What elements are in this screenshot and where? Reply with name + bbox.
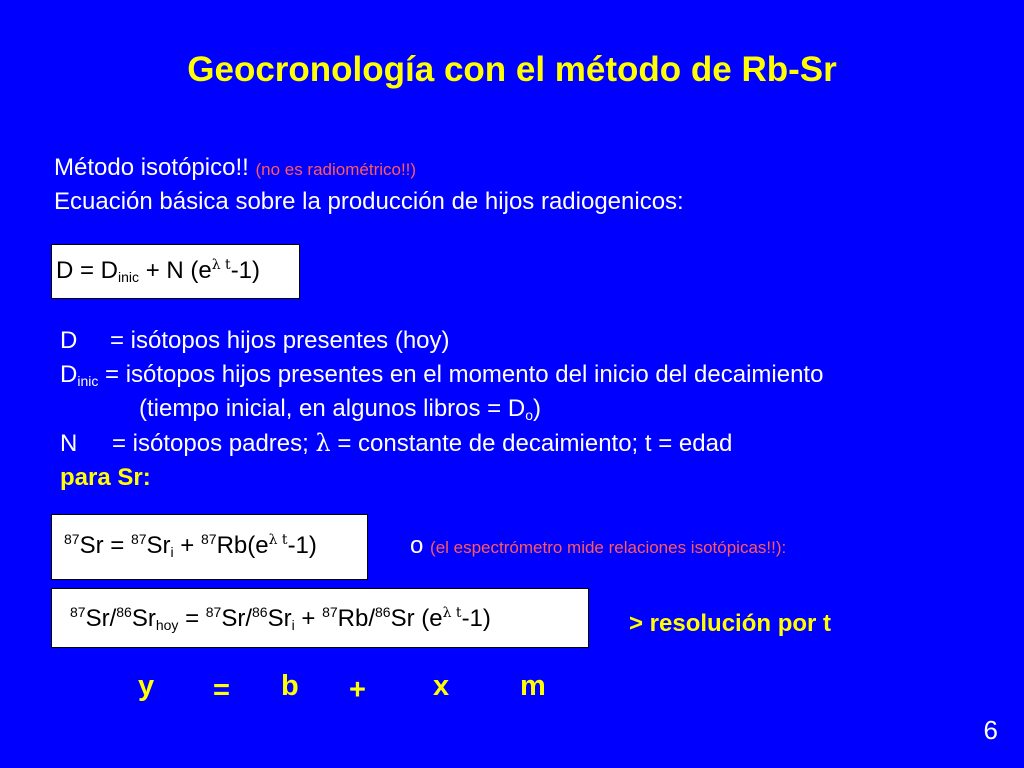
eq2-t3: + xyxy=(173,532,201,559)
method-text: Método isotópico!! xyxy=(54,154,249,181)
eq1-exponent: λ t xyxy=(211,257,231,273)
var-equals: = xyxy=(213,674,230,706)
eq3-t6: + xyxy=(294,605,323,632)
var-y: y xyxy=(138,670,155,702)
eq3-p1: 87 xyxy=(70,604,86,620)
var-plus: + xyxy=(349,674,366,706)
eq1-part-b: + N (e xyxy=(139,257,212,284)
resolution-note: > resolución por t xyxy=(629,610,832,637)
def-dinic-cont-sub: o xyxy=(525,407,533,423)
eq3-t9: -1) xyxy=(461,605,491,632)
eq3-p6: 86 xyxy=(375,604,391,620)
def-d xyxy=(60,327,450,355)
isotopic-ratio-note xyxy=(410,532,786,560)
eq2-t5: -1) xyxy=(287,532,317,559)
def-dinic-sub: inic xyxy=(77,373,99,389)
eq2-sub-i: i xyxy=(170,544,174,560)
eq3-t8: Sr (e xyxy=(390,605,443,632)
ratio-equation-box xyxy=(51,588,589,648)
lambda-symbol: λ xyxy=(315,429,331,457)
eq2-t4: Rb(e xyxy=(216,532,269,559)
var-x: x xyxy=(433,670,450,702)
eq1-part-a: D = D xyxy=(56,257,119,284)
eq3-exponent: λ t xyxy=(442,605,462,621)
slide-title: Geocronología con el método de Rb-Sr xyxy=(187,50,837,89)
para-sr-heading: para Sr: xyxy=(60,464,151,491)
eq2-exponent: λ t xyxy=(268,532,288,548)
def-n-text-a: = isótopos padres; xyxy=(112,430,316,457)
def-d-symbol: D xyxy=(60,327,78,354)
def-dinic-text: = isótopos hijos presentes en el momento del inicio del decaimiento xyxy=(98,361,824,388)
sr-equation-box xyxy=(51,514,368,580)
eq3-p5: 87 xyxy=(322,604,338,620)
page-number: 6 xyxy=(983,715,998,745)
eq3-p4: 86 xyxy=(252,604,268,620)
eq3-p3: 87 xyxy=(205,604,222,620)
var-b: b xyxy=(281,670,299,702)
basic-equation-box xyxy=(51,244,300,299)
eq3-t3: = xyxy=(178,605,206,632)
eq2-t2: Sr xyxy=(146,532,171,559)
eq1-sub-inic: inic xyxy=(118,269,140,285)
var-m: m xyxy=(520,670,546,702)
eq2-t1: Sr = xyxy=(79,532,131,559)
eq3-t2: Sr xyxy=(131,605,156,632)
def-n xyxy=(60,429,732,458)
def-dinic-cont-b: ) xyxy=(533,395,541,422)
method-note: (no es radiométrico!!) xyxy=(255,160,417,179)
eq3-p2: 86 xyxy=(116,604,132,620)
eq3-sub-hoy: hoy xyxy=(155,617,179,633)
def-dinic xyxy=(60,361,823,389)
def-dinic-symbol: D xyxy=(60,361,78,388)
eq3-t4: Sr/ xyxy=(221,605,253,632)
eq2-sup-87c: 87 xyxy=(201,531,217,547)
def-n-text-b: = constante de decaimiento; t = edad xyxy=(330,430,733,457)
def-d-text: = isótopos hijos presentes (hoy) xyxy=(110,327,450,354)
or-word: o xyxy=(410,532,424,559)
eq3-t7: Rb/ xyxy=(337,605,376,632)
eq3-sub-i: i xyxy=(291,617,295,633)
intro-line-1 xyxy=(54,154,416,182)
def-dinic-cont-a: (tiempo inicial, en algunos libros = D xyxy=(139,395,526,422)
intro-line-2: Ecuación básica sobre la producción de hijos radiogenicos: xyxy=(54,188,684,215)
eq3-t5: Sr xyxy=(267,605,292,632)
eq2-sup-87b: 87 xyxy=(130,531,147,547)
eq1-part-c: -1) xyxy=(230,257,261,284)
eq3-t1: Sr/ xyxy=(85,605,117,632)
eq2-sup-87a: 87 xyxy=(64,531,80,547)
def-n-symbol: N xyxy=(60,430,78,457)
spectrometer-note: (el espectrómetro mide relaciones isotópicas!!): xyxy=(430,538,787,557)
def-dinic-continued xyxy=(139,395,541,423)
